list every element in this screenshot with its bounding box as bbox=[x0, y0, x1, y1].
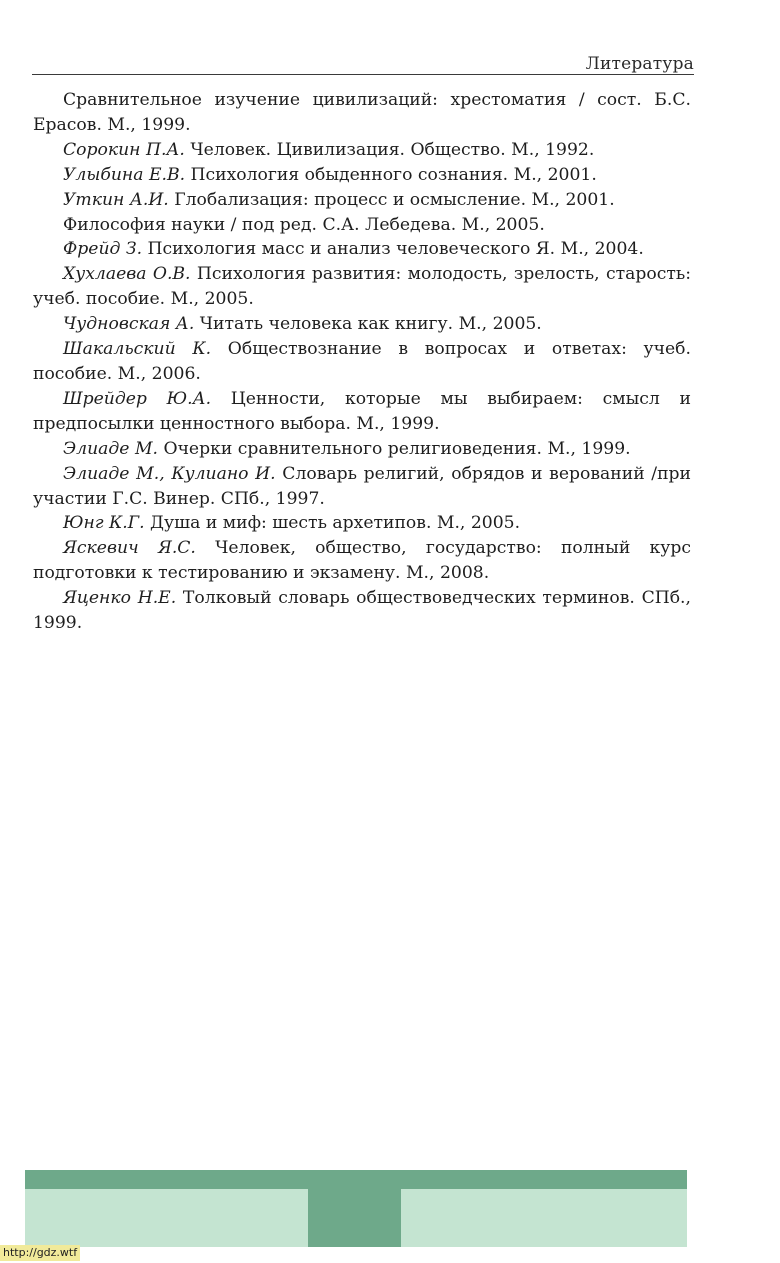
reference-text: Психология обыденного сознания. М., 2001. bbox=[185, 164, 597, 185]
reference-text: Психология развития: молодость, зрелость, старость: учеб. пособие. М., 2005. bbox=[33, 264, 692, 310]
reference-item bbox=[33, 237, 691, 262]
reference-item bbox=[33, 511, 691, 536]
reference-list bbox=[33, 88, 691, 636]
reference-text: Человек. Цивилизация. Общество. М., 1992. bbox=[184, 139, 595, 160]
reference-text: Душа и миф: шесть архетипов. М., 2005. bbox=[144, 513, 521, 534]
reference-item bbox=[33, 437, 691, 462]
reference-text: Психология масс и анализ человеческого Я. М., 2004. bbox=[142, 239, 644, 260]
footer-panel-right bbox=[401, 1189, 687, 1247]
reference-author: Хухлаева О.В. bbox=[63, 264, 191, 285]
reference-author: Яскевич Я.С. bbox=[63, 538, 196, 559]
reference-text: Очерки сравнительного религиоведения. М., 1999. bbox=[158, 438, 631, 459]
reference-text: Философия науки / под ред. С.А. Лебедева. М., 2005. bbox=[63, 214, 545, 235]
reference-item bbox=[33, 138, 691, 163]
reference-author: Элиаде М. bbox=[63, 438, 159, 459]
reference-item bbox=[33, 188, 691, 213]
reference-author: Улыбина Е.В. bbox=[63, 164, 186, 185]
reference-item bbox=[33, 387, 691, 437]
header-rule bbox=[32, 74, 694, 75]
footer-band bbox=[25, 1170, 687, 1189]
reference-text: Словарь религий, обрядов и верований /при участии Г.С. Винер. СПб., 1997. bbox=[33, 463, 692, 509]
footer-panel-center bbox=[308, 1189, 401, 1247]
reference-author: Шакальский К. bbox=[63, 339, 212, 360]
running-head-title: Литература bbox=[585, 54, 694, 74]
reference-author: Шрейдер Ю.А. bbox=[63, 388, 212, 409]
reference-author: Юнг К.Г. bbox=[63, 513, 145, 534]
reference-author: Фрейд З. bbox=[63, 239, 143, 260]
reference-author: Яценко Н.Е. bbox=[63, 588, 177, 609]
reference-author: Чудновская А. bbox=[63, 314, 195, 335]
reference-text: Ценности, которые мы выбираем: смысл и предпосылки ценностного выбора. М., 1999. bbox=[33, 388, 691, 434]
reference-text: Человек, общество, государство: полный курс подготовки к тестированию и экзамену. М., 2008. bbox=[33, 538, 691, 584]
reference-author: Сорокин П.А. bbox=[63, 139, 185, 160]
reference-item bbox=[33, 88, 691, 138]
reference-item bbox=[33, 163, 691, 188]
reference-text: Сравнительное изучение цивилизаций: хрестоматия / сост. Б.С. Ерасов. М., 1999. bbox=[33, 90, 691, 135]
reference-text: Толковый словарь обществоведческих терминов. СПб., 1999. bbox=[33, 588, 691, 634]
reference-item bbox=[33, 536, 691, 586]
reference-text: Глобализация: процесс и осмысление. М., 2001. bbox=[168, 189, 615, 210]
reference-item bbox=[33, 213, 691, 238]
reference-author: Уткин А.И. bbox=[63, 189, 169, 210]
reference-item bbox=[33, 586, 691, 636]
reference-item bbox=[33, 462, 691, 512]
reference-text: Читать человека как книгу. М., 2005. bbox=[194, 314, 542, 335]
reference-author: Элиаде М., Кулиано И. bbox=[63, 463, 276, 484]
footer-panel-left bbox=[25, 1189, 308, 1247]
reference-text: Обществознание в вопросах и ответах: учеб. пособие. М., 2006. bbox=[33, 339, 691, 384]
reference-item bbox=[33, 312, 691, 337]
watermark-url[interactable]: http://gdz.wtf bbox=[0, 1245, 80, 1261]
reference-item bbox=[33, 337, 691, 387]
reference-item bbox=[33, 262, 691, 312]
